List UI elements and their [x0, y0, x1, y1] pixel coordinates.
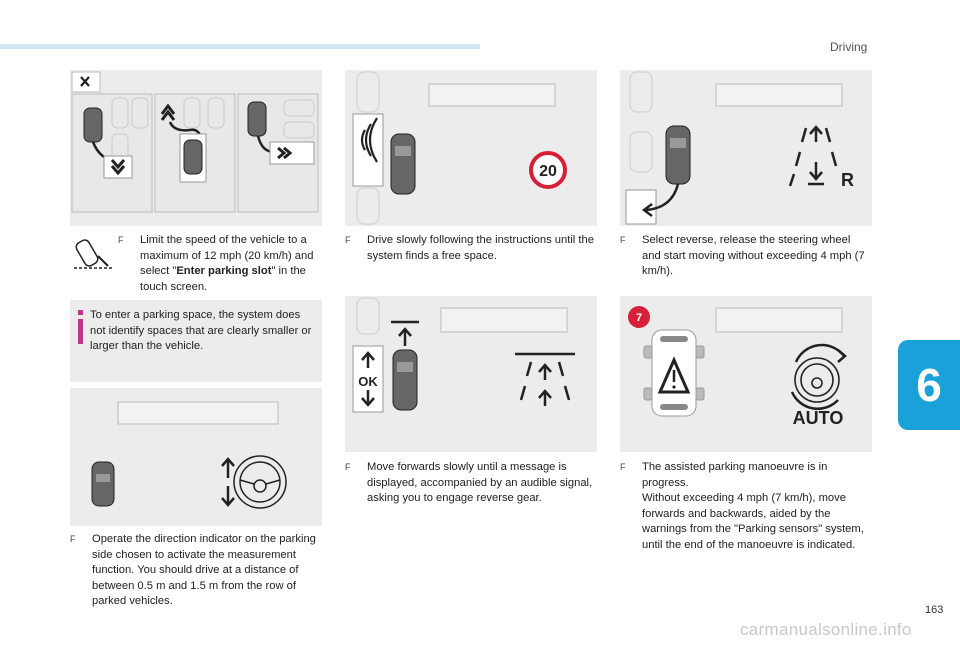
arrow-down-icon — [808, 162, 824, 184]
arrow-up-icon — [810, 127, 822, 142]
watermark: carmanualsonline.info — [740, 620, 912, 639]
arrow-up-icon — [539, 365, 551, 380]
step-indicator: F Operate the direction indicator on the parking side chosen to activate the measurement function. You should drive at a distance of between 0.5 m and 1.5 m from the row of parked vehicles. — [70, 533, 316, 607]
step-limit-speed: F Limit the speed of the vehicle to a maximum of 12 mph (20 km/h) and select "Enter parking slot" in the touch screen. — [118, 234, 314, 293]
car-icon — [248, 102, 266, 136]
speed-sign-value: 20 — [539, 163, 557, 180]
illustration-parking-modes — [70, 70, 322, 226]
reverse-gear-label: R — [841, 170, 854, 190]
car-icon — [184, 140, 202, 174]
chapter-number: 6 — [916, 359, 942, 411]
illustration-scan — [345, 70, 597, 226]
step-select-reverse: F Select reverse, release the steering wheel and start moving without exceeding 4 mph (7 km/h). — [620, 234, 865, 277]
bullet: F — [620, 235, 626, 245]
header-rule — [0, 44, 480, 49]
page-number: 163 — [925, 604, 944, 616]
car-icon — [666, 126, 690, 184]
car-icon — [391, 134, 415, 194]
bullet: F — [345, 462, 351, 472]
info-text: To enter a parking space, the system does not identify spaces that are clearly smaller or larger than the vehicle. — [90, 309, 312, 352]
car-icon — [84, 108, 102, 142]
step-manoeuvre-in-progress: F The assisted parking manoeuvre is in progress. Without exceeding 4 mph (7 km/h), move forwards and backwards, aided by the warnings from the "Parking sensors" system, until the end of the manoeuvre is indicated. — [620, 461, 864, 551]
auto-label: AUTO — [792, 408, 844, 428]
arrow-up-icon — [222, 459, 234, 478]
car-icon — [393, 350, 417, 410]
chapter-tab — [898, 340, 960, 430]
step-drive-slowly: F Drive slowly following the instructions until the system finds a free space. — [345, 234, 594, 262]
bullet: F — [118, 235, 124, 245]
section-title: Driving — [830, 40, 868, 54]
arrow-down-icon — [222, 486, 234, 505]
steering-wheel-icon — [234, 456, 286, 508]
bullet: F — [620, 462, 626, 472]
parking-sensors-icon — [644, 330, 704, 416]
ok-label: OK — [358, 374, 378, 389]
step-marker-number: 7 — [635, 312, 643, 324]
bullet: F — [70, 534, 76, 544]
bullet: F — [345, 235, 351, 245]
arrow-up-icon — [399, 329, 411, 346]
parking-assist-icon — [72, 236, 114, 272]
car-icon — [92, 462, 114, 506]
arrow-up-icon — [539, 391, 551, 406]
info-note — [70, 300, 322, 382]
steering-wheel-auto-icon — [792, 345, 845, 409]
illustration-ok — [345, 296, 597, 452]
illustration-reverse — [620, 70, 872, 226]
illustration-indicator — [70, 388, 322, 526]
illustration-auto — [620, 296, 872, 452]
info-icon — [78, 310, 83, 344]
step-move-forwards: F Move forwards slowly until a message is displayed, accompanied by an audible signal, asking you to engage reverse gear. — [345, 461, 593, 504]
button-label-enter-parking-slot: Enter parking slot — [176, 265, 272, 277]
